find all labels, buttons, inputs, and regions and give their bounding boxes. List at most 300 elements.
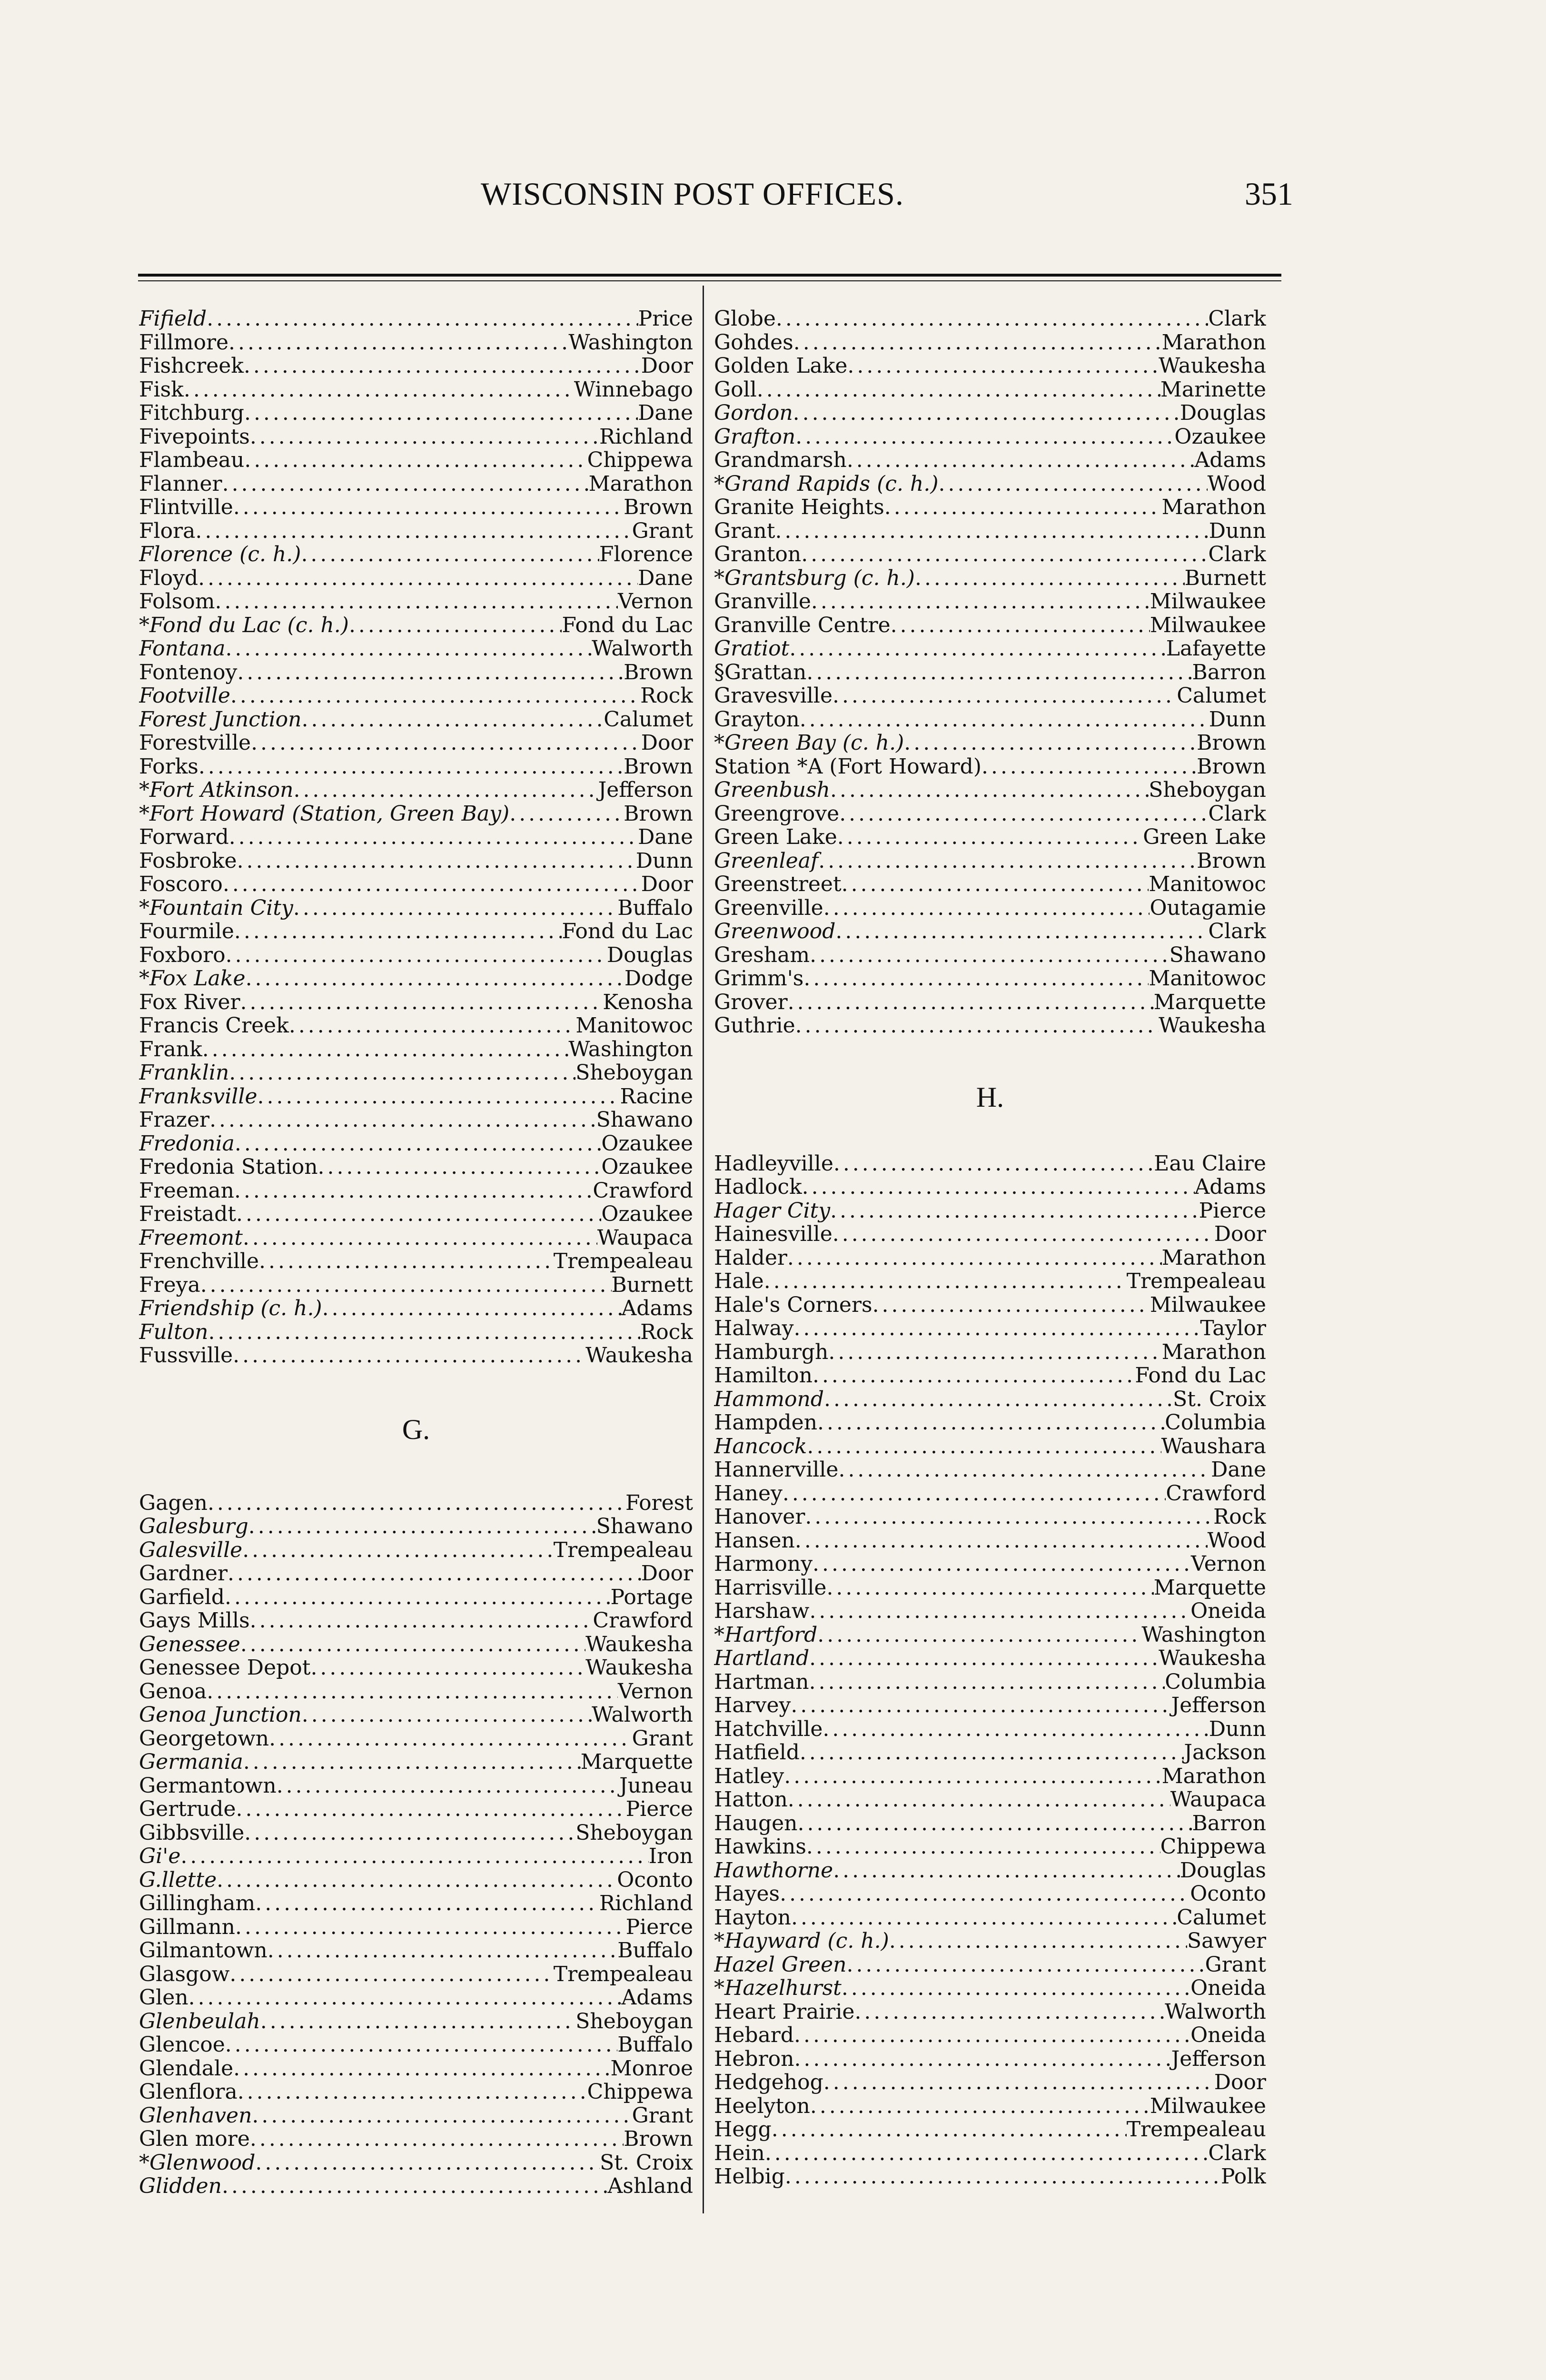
county-name: Brown: [624, 802, 693, 825]
post-office-name: Flambeau: [139, 448, 245, 472]
county-name: Milwaukee: [1150, 590, 1266, 614]
county-name: Brown: [1197, 754, 1266, 778]
county-name: Walworth: [592, 1703, 693, 1727]
post-office-name: Hebard: [714, 2023, 794, 2047]
post-office-entry: [714, 543, 1266, 566]
leader-dots: [817, 1411, 1165, 1435]
post-office-name: Greenville: [714, 896, 823, 920]
post-office-entry: [714, 448, 1266, 472]
leader-dots: [757, 378, 1160, 402]
post-office-name: *Hartford: [714, 1623, 818, 1646]
leader-dots: [794, 2047, 1171, 2071]
post-office-entry: [139, 307, 693, 331]
county-name: Marathon: [1161, 1340, 1266, 1364]
post-office-entry: [714, 2094, 1266, 2118]
post-office-name: Florence (c. h.): [139, 543, 301, 566]
leader-dots: [222, 472, 589, 496]
leader-dots: [318, 1155, 602, 1179]
post-office-entry: [139, 637, 693, 661]
post-office-entry: [714, 307, 1266, 331]
post-office-name: Haugen: [714, 1811, 798, 1835]
post-office-entry: [714, 991, 1266, 1014]
leader-dots: [832, 1222, 1214, 1246]
leader-dots: [818, 849, 1197, 873]
post-office-name: Hampden: [714, 1411, 818, 1435]
post-office-name: Flanner: [139, 472, 222, 496]
running-head-title: WISCONSIN POST OFFICES.: [481, 176, 904, 212]
post-office-entry: [714, 1246, 1266, 1270]
post-office-name: Flora: [139, 519, 196, 543]
post-office-entry: [714, 1552, 1266, 1576]
post-office-name: Glen more: [139, 2127, 250, 2151]
post-office-name: Fosbroke: [139, 849, 237, 873]
post-office-entry: [139, 2057, 693, 2081]
leader-dots: [225, 1586, 610, 1609]
post-office-name: *Fox Lake: [139, 967, 246, 991]
post-office-entry: [139, 1915, 693, 1939]
post-office-entry: [714, 331, 1266, 355]
leader-dots: [847, 354, 1159, 378]
county-name: Ozaukee: [601, 1202, 693, 1226]
leader-dots: [250, 1609, 593, 1633]
post-office-entry: [714, 778, 1266, 802]
county-name: Waupaca: [1170, 1788, 1266, 1812]
leader-dots: [889, 1929, 1187, 1953]
county-name: Adams: [1194, 1175, 1266, 1199]
county-name: Adams: [621, 1297, 693, 1320]
leader-dots: [269, 1727, 632, 1751]
post-office-name: Hancock: [714, 1434, 807, 1458]
leader-dots: [238, 2080, 587, 2104]
post-office-entry: [714, 519, 1266, 543]
section-heading-h: H.: [976, 1081, 1004, 1113]
post-office-name: Hamilton: [714, 1364, 813, 1388]
leader-dots: [787, 1246, 1162, 1270]
post-office-entry: [714, 566, 1266, 590]
post-office-name: Galesville: [139, 1538, 243, 1562]
post-office-entry: [139, 2104, 693, 2128]
county-name: Fond du Lac: [562, 920, 693, 943]
post-office-name: Gohdes: [714, 330, 793, 354]
leader-dots: [824, 1388, 1173, 1411]
county-name: Manitowoc: [1149, 967, 1266, 991]
county-name: Wood: [1207, 472, 1266, 496]
leader-dots: [791, 1694, 1171, 1717]
post-office-name: Foxboro: [139, 943, 226, 967]
leader-dots: [310, 1656, 585, 1680]
county-name: Sheboygan: [575, 2009, 693, 2033]
post-office-name: Fivepoints: [139, 425, 250, 448]
post-office-entry: [714, 1435, 1266, 1458]
post-office-entry: [139, 1202, 693, 1226]
county-name: Clark: [1208, 920, 1266, 943]
post-office-name: Hamburgh: [714, 1340, 829, 1364]
leader-dots: [230, 684, 640, 708]
leader-dots: [250, 425, 599, 449]
county-name: Milwaukee: [1150, 2094, 1266, 2118]
leader-dots: [322, 1297, 622, 1320]
post-office-entry: [139, 1633, 693, 1656]
post-office-entry: [139, 943, 693, 967]
post-office-entry: [714, 1482, 1266, 1506]
post-office-entry: [714, 1835, 1266, 1859]
county-name: Jefferson: [1171, 2047, 1266, 2071]
post-office-name: *Fort Atkinson: [139, 778, 294, 802]
post-office-entry: [714, 1741, 1266, 1765]
county-name: Ashland: [607, 2174, 693, 2198]
post-office-entry: [714, 1175, 1266, 1199]
post-office-name: Hatchville: [714, 1717, 823, 1741]
post-office-entry: [139, 519, 693, 543]
post-office-name: Genessee Depot: [139, 1656, 311, 1680]
leader-dots: [775, 519, 1209, 543]
post-office-name: Hadleyville: [714, 1151, 833, 1175]
leader-dots: [802, 1175, 1195, 1199]
post-office-entry: [714, 967, 1266, 991]
county-name: Grant: [632, 2103, 693, 2127]
g-entry-list-continued: [714, 307, 1266, 1038]
leader-dots: [772, 2118, 1127, 2142]
post-office-name: *Grantsburg (c. h.): [714, 566, 915, 590]
county-name: Chippewa: [1160, 1835, 1266, 1859]
post-office-name: Goll: [714, 377, 757, 401]
post-office-name: Greengrove: [714, 802, 840, 825]
leader-dots: [891, 614, 1150, 637]
county-name: Brown: [624, 496, 693, 519]
county-name: Dunn: [1209, 519, 1266, 543]
post-office-name: Gi'e: [139, 1844, 181, 1868]
county-name: Barron: [1192, 1811, 1266, 1835]
county-name: Dunn: [1209, 707, 1266, 731]
county-name: Pierce: [1199, 1199, 1266, 1222]
post-office-entry: [139, 590, 693, 614]
post-office-name: Golden Lake: [714, 354, 848, 378]
leader-dots: [258, 1085, 620, 1109]
county-name: Grant: [632, 1726, 693, 1750]
header-rule-thick: [138, 274, 1281, 277]
leader-dots: [222, 2174, 607, 2198]
post-office-entry: [139, 1155, 693, 1179]
leader-dots: [180, 1844, 648, 1868]
leader-dots: [904, 731, 1197, 755]
post-office-name: Hartland: [714, 1646, 810, 1670]
post-office-entry: [714, 896, 1266, 920]
county-name: Grant: [1205, 1953, 1266, 1976]
county-name: Fond du Lac: [1135, 1364, 1266, 1388]
post-office-name: Francis Creek: [139, 1014, 289, 1038]
leader-dots: [236, 1797, 625, 1821]
post-office-name: Halway: [714, 1317, 794, 1340]
post-office-name: Georgetown: [139, 1726, 269, 1750]
leader-dots: [233, 2057, 610, 2081]
county-name: Grant: [632, 519, 693, 543]
leader-dots: [243, 1226, 597, 1250]
leader-dots: [806, 1835, 1160, 1859]
post-office-entry: [714, 1317, 1266, 1340]
leader-dots: [229, 825, 638, 849]
post-office-entry: [714, 2071, 1266, 2094]
county-name: Clark: [1208, 2141, 1266, 2165]
post-office-entry: [139, 1320, 693, 1344]
post-office-name: Hale: [714, 1269, 764, 1293]
leader-dots: [235, 1132, 602, 1156]
post-office-name: Frazer: [139, 1108, 210, 1132]
post-office-name: Hedgehog: [714, 2071, 823, 2094]
county-name: St. Croix: [1173, 1387, 1266, 1411]
post-office-entry: [139, 1703, 693, 1727]
post-office-entry: [139, 472, 693, 496]
post-office-name: Fisk: [139, 377, 184, 401]
county-name: Polk: [1220, 2165, 1266, 2189]
post-office-entry: [714, 802, 1266, 826]
post-office-entry: [139, 1562, 693, 1586]
leader-dots: [793, 401, 1180, 425]
leader-dots: [830, 778, 1149, 802]
leader-dots: [801, 543, 1208, 566]
post-office-name: Fox River: [139, 990, 240, 1014]
post-office-entry: [714, 1505, 1266, 1529]
county-name: Columbia: [1165, 1411, 1266, 1435]
county-name: Door: [641, 1562, 693, 1586]
leader-dots: [225, 637, 592, 661]
county-name: Brown: [1197, 731, 1266, 755]
leader-dots: [842, 1976, 1190, 2000]
leader-dots: [209, 1108, 596, 1132]
post-office-name: Glidden: [139, 2174, 222, 2198]
leader-dots: [785, 2165, 1221, 2189]
post-office-entry: [714, 731, 1266, 755]
post-office-name: Foscoro: [139, 873, 223, 896]
leader-dots: [813, 1364, 1135, 1388]
leader-dots: [229, 1963, 553, 1986]
post-office-name: Hale's Corners: [714, 1293, 872, 1317]
leader-dots: [794, 2023, 1190, 2047]
county-name: Walworth: [1165, 2000, 1266, 2023]
county-name: Sheboygan: [1149, 778, 1266, 802]
post-office-name: Harrisville: [714, 1576, 827, 1599]
post-office-entry: [139, 1515, 693, 1538]
leader-dots: [208, 1491, 625, 1515]
county-name: Washington: [1141, 1623, 1266, 1646]
county-name: Buffalo: [617, 1939, 693, 1963]
county-name: Oconto: [617, 1868, 693, 1892]
county-name: Crawford: [593, 1179, 693, 1202]
post-office-name: *Fort Howard (Station, Green Bay): [139, 802, 510, 825]
post-office-name: Harmony: [714, 1552, 813, 1576]
post-office-entry: [714, 684, 1266, 708]
post-office-name: *Green Bay (c. h.): [714, 731, 904, 755]
county-name: Monroe: [610, 2056, 693, 2080]
post-office-entry: [139, 2127, 693, 2151]
leader-dots: [207, 307, 638, 331]
county-name: Douglas: [1179, 401, 1266, 425]
post-office-name: Fishcreek: [139, 354, 244, 378]
post-office-entry: [714, 637, 1266, 661]
leader-dots: [795, 425, 1174, 449]
post-office-entry: [714, 1623, 1266, 1647]
post-office-name: Gordon: [714, 401, 793, 425]
leader-dots: [795, 1014, 1159, 1038]
county-name: Clark: [1208, 543, 1266, 566]
leader-dots: [225, 2033, 617, 2057]
leader-dots: [233, 496, 624, 519]
post-office-name: Genoa Junction: [139, 1703, 302, 1727]
leader-dots: [764, 1269, 1127, 1293]
post-office-name: Harshaw: [714, 1599, 810, 1623]
post-office-entry: [139, 1656, 693, 1680]
post-office-entry: [139, 873, 693, 896]
post-office-entry: [714, 1859, 1266, 1883]
post-office-entry: [139, 331, 693, 355]
county-name: Adams: [1194, 448, 1266, 472]
post-office-entry: [714, 1411, 1266, 1435]
header-rule-thin: [138, 280, 1281, 281]
post-office-name: Hartman: [714, 1670, 809, 1694]
post-office-entry: [139, 2080, 693, 2104]
leader-dots: [246, 967, 624, 991]
post-office-entry: [139, 1226, 693, 1250]
post-office-entry: [139, 1014, 693, 1038]
post-office-entry: [139, 354, 693, 378]
leader-dots: [797, 1812, 1192, 1835]
leader-dots: [293, 778, 598, 802]
leader-dots: [236, 1202, 601, 1226]
county-name: Florence: [599, 543, 693, 566]
g-entry-list: [139, 1491, 693, 2198]
county-name: Dunn: [1209, 1717, 1266, 1741]
county-name: Washington: [568, 1037, 693, 1061]
leader-dots: [981, 755, 1197, 779]
post-office-entry: [714, 1199, 1266, 1223]
leader-dots: [795, 1529, 1208, 1553]
post-office-name: Granite Heights: [714, 496, 884, 519]
post-office-entry: [714, 1576, 1266, 1600]
post-office-entry: [714, 614, 1266, 637]
post-office-name: Gibbsville: [139, 1821, 245, 1844]
county-name: Calumet: [1177, 1905, 1266, 1929]
post-office-entry: [139, 1538, 693, 1562]
post-office-entry: [714, 755, 1266, 779]
county-name: Waupaca: [597, 1226, 693, 1250]
post-office-entry: [139, 1727, 693, 1751]
county-name: Oneida: [1190, 1599, 1266, 1623]
leader-dots: [289, 1014, 575, 1038]
post-office-name: Gillingham: [139, 1892, 256, 1915]
county-name: Dodge: [624, 967, 693, 991]
leader-dots: [809, 1599, 1190, 1623]
post-office-entry: [714, 1364, 1266, 1388]
post-office-entry: [139, 1344, 693, 1368]
post-office-name: G.llette: [139, 1868, 217, 1892]
post-office-name: Green Lake: [714, 825, 837, 849]
county-name: Sheboygan: [575, 1061, 693, 1085]
post-office-name: Gagen: [139, 1491, 208, 1515]
post-office-name: Hawthorne: [714, 1858, 833, 1882]
county-name: Iron: [648, 1844, 693, 1868]
county-name: Door: [1214, 2071, 1266, 2094]
leader-dots: [260, 2010, 575, 2033]
post-office-entry: [139, 1844, 693, 1868]
post-office-name: Grayton: [714, 707, 800, 731]
county-name: Jefferson: [598, 778, 693, 802]
county-name: Waukesha: [585, 1344, 693, 1368]
leader-dots: [235, 1915, 626, 1939]
post-office-name: Freeman: [139, 1179, 234, 1202]
post-office-name: Hegg: [714, 2118, 772, 2142]
leader-dots: [242, 1538, 554, 1562]
post-office-entry: [139, 1774, 693, 1798]
post-office-entry: [139, 849, 693, 873]
county-name: Trempealeau: [1126, 1269, 1266, 1293]
county-name: Sawyer: [1187, 1929, 1266, 1953]
post-office-name: Hatley: [714, 1764, 784, 1788]
post-office-entry: [139, 967, 693, 991]
post-office-entry: [139, 1821, 693, 1845]
leader-dots: [813, 1552, 1191, 1576]
right-column: [714, 307, 1266, 2189]
leader-dots: [828, 1340, 1161, 1364]
leader-dots: [807, 1435, 1161, 1458]
post-office-entry: [139, 448, 693, 472]
leader-dots: [832, 684, 1177, 708]
county-name: Wood: [1207, 1528, 1266, 1552]
county-name: Chippewa: [587, 448, 693, 472]
county-name: Walworth: [592, 637, 693, 661]
leader-dots: [184, 378, 574, 402]
leader-dots: [208, 1320, 640, 1344]
leader-dots: [509, 802, 624, 826]
county-name: Columbia: [1165, 1670, 1266, 1694]
county-name: Dunn: [635, 849, 693, 873]
county-name: Kenosha: [603, 990, 693, 1014]
county-name: Marathon: [588, 472, 693, 496]
post-office-name: Fourmile: [139, 920, 234, 943]
county-name: Douglas: [1179, 1858, 1266, 1882]
leader-dots: [915, 566, 1185, 590]
post-office-entry: [139, 920, 693, 943]
post-office-name: Haney: [714, 1481, 783, 1505]
leader-dots: [234, 1179, 593, 1203]
leader-dots: [255, 2151, 600, 2175]
leader-dots: [244, 401, 638, 425]
county-name: Burnett: [1184, 566, 1266, 590]
post-office-name: Hebron: [714, 2047, 794, 2071]
leader-dots: [234, 920, 562, 943]
county-name: Chippewa: [587, 2080, 693, 2104]
leader-dots: [302, 1703, 592, 1727]
county-name: Waushara: [1161, 1434, 1266, 1458]
post-office-entry: [139, 1797, 693, 1821]
post-office-name: Hainesville: [714, 1222, 832, 1246]
column-divider: [703, 286, 704, 2213]
leader-dots: [833, 1859, 1180, 1883]
post-office-name: Freistadt: [139, 1202, 237, 1226]
county-name: Dane: [1211, 1458, 1266, 1482]
post-office-entry: [139, 2151, 693, 2175]
county-name: Door: [641, 731, 693, 755]
post-office-name: Heelyton: [714, 2094, 810, 2118]
post-office-entry: [714, 873, 1266, 896]
post-office-name: Fifield: [139, 307, 207, 331]
leader-dots: [847, 448, 1195, 472]
county-name: Shawano: [596, 1515, 693, 1538]
post-office-name: Greenbush: [714, 778, 831, 802]
post-office-name: Footville: [139, 684, 230, 708]
post-office-entry: [714, 2165, 1266, 2189]
county-name: Washington: [568, 330, 693, 354]
county-name: Waukesha: [585, 1632, 693, 1656]
leader-dots: [207, 1680, 618, 1704]
